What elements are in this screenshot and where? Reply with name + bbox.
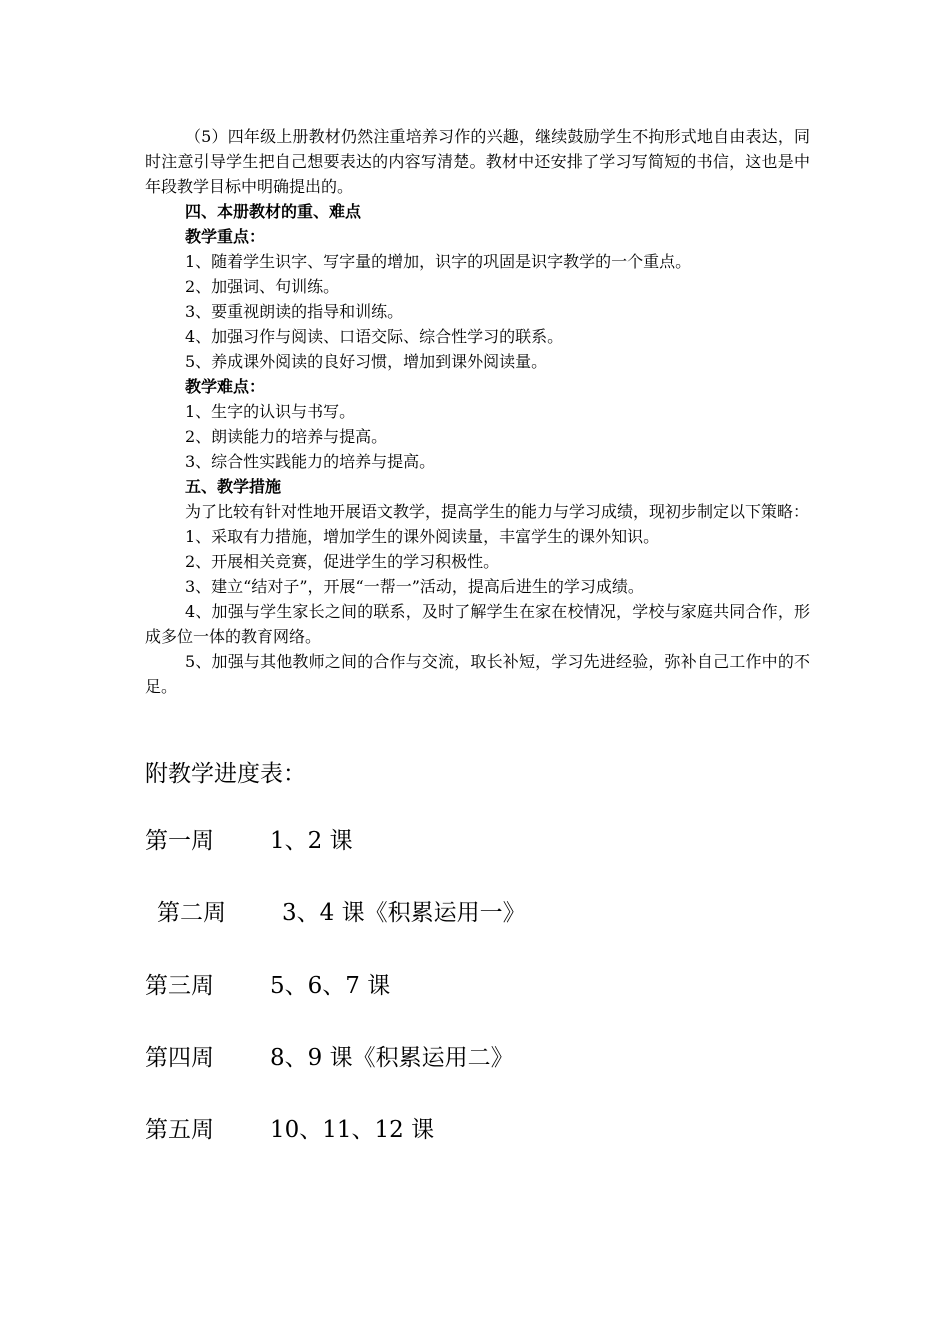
focus-item: 4、加强习作与阅读、口语交际、综合性学习的联系。 xyxy=(185,327,564,346)
schedule-lessons: 3、4 课《积累运用一》 xyxy=(282,900,526,926)
schedule-row xyxy=(145,1043,514,1073)
schedule-week: 第二周 xyxy=(157,900,226,926)
schedule-lessons: 1、2 课 xyxy=(270,828,353,854)
schedule-week: 第三周 xyxy=(145,973,214,999)
measure-item: 2、开展相关竞赛，促进学生的学习积极性。 xyxy=(185,552,500,571)
schedule-week: 第一周 xyxy=(145,828,214,854)
focus-item: 5、养成课外阅读的良好习惯，增加到课外阅读量。 xyxy=(185,352,548,371)
focus-item: 3、要重视朗读的指导和训练。 xyxy=(185,302,404,321)
schedule-row xyxy=(157,898,526,928)
difficulty-item: 2、朗读能力的培养与提高。 xyxy=(185,427,388,446)
schedule-week: 第四周 xyxy=(145,1045,214,1071)
schedule-row xyxy=(145,971,390,1001)
difficulty-item: 1、生字的认识与书写。 xyxy=(185,402,356,421)
document-body xyxy=(145,124,810,699)
schedule-title: 附教学进度表： xyxy=(145,761,306,787)
measure-item: 5、加强与其他教师之间的合作与交流，取长补短，学习先进经验，弥补自己工作中的不足。 xyxy=(145,652,810,696)
difficulty-item: 3、综合性实践能力的培养与提高。 xyxy=(185,452,436,471)
measure-item: 4、加强与学生家长之间的联系，及时了解学生在家在校情况，学校与家庭共同合作，形成多位一体的教育网络。 xyxy=(145,602,810,646)
difficulty-heading: 教学难点： xyxy=(185,377,266,396)
focus-item: 2、加强词、句训练。 xyxy=(185,277,340,296)
paragraph-5: （5）四年级上册教材仍然注重培养习作的兴趣，继续鼓励学生不拘形式地自由表达，同时注意引导学生把自己想要表达的内容写清楚。教材中还安排了学习写简短的书信，这也是中年段教学目标中明确提出的。 xyxy=(145,127,810,196)
measure-item: 1、采取有力措施，增加学生的课外阅读量，丰富学生的课外知识。 xyxy=(185,527,660,546)
schedule-lessons: 10、11、12 课 xyxy=(270,1117,435,1143)
schedule-week: 第五周 xyxy=(145,1117,214,1143)
section-5-heading: 五、教学措施 xyxy=(185,477,282,496)
measures-intro: 为了比较有针对性地开展语文教学，提高学生的能力与学习成绩，现初步制定以下策略： xyxy=(185,502,810,521)
section-4-heading: 四、本册教材的重、难点 xyxy=(185,202,362,221)
schedule-row xyxy=(145,826,353,856)
schedule-row xyxy=(145,1115,434,1145)
measure-item: 3、建立“结对子”，开展“一帮一”活动，提高后进生的学习成绩。 xyxy=(185,577,644,596)
focus-heading: 教学重点： xyxy=(185,227,266,246)
schedule-lessons: 5、6、7 课 xyxy=(270,973,391,999)
focus-item: 1、随着学生识字、写字量的增加，识字的巩固是识字教学的一个重点。 xyxy=(185,252,692,271)
schedule-lessons: 8、9 课《积累运用二》 xyxy=(270,1045,514,1071)
